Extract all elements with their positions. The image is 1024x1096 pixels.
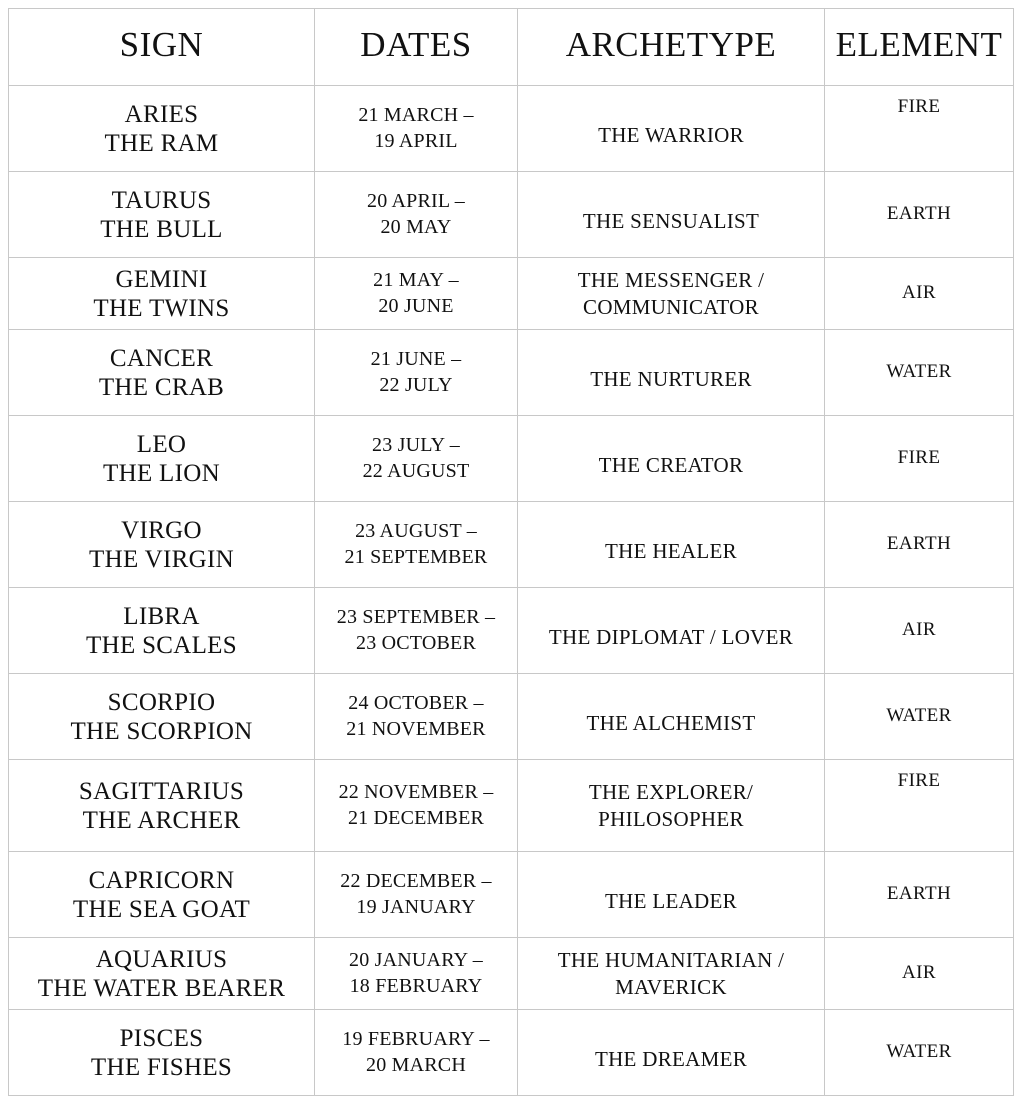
archetype-line: THE CREATOR <box>598 453 744 478</box>
cell-sign <box>9 172 315 258</box>
date-end: 21 SEPTEMBER <box>344 545 488 568</box>
date-end: 21 NOVEMBER <box>346 717 486 740</box>
sign-name: LIBRA <box>123 602 200 630</box>
column-header-archetype: ARCHETYPE <box>518 9 825 86</box>
date-end: 22 AUGUST <box>362 459 470 482</box>
cell-archetype <box>518 674 825 760</box>
date-start: 23 SEPTEMBER – <box>336 605 496 628</box>
sign-title: THE CRAB <box>98 373 225 401</box>
cell-sign <box>9 1010 315 1096</box>
archetype-line: THE MESSENGER / <box>577 268 765 293</box>
archetype-line: THE LEADER <box>605 889 737 914</box>
cell-archetype <box>518 416 825 502</box>
sign-title: THE SCORPION <box>70 717 253 745</box>
sign-title: THE SCALES <box>86 631 237 659</box>
date-end: 20 MARCH <box>366 1053 466 1076</box>
sign-name: CAPRICORN <box>88 866 235 894</box>
cell-element: EARTH <box>825 502 1014 588</box>
sign-name: AQUARIUS <box>95 945 228 973</box>
archetype-line: THE HUMANITARIAN / <box>557 948 785 973</box>
cell-sign <box>9 588 315 674</box>
sign-title: THE RAM <box>104 129 219 157</box>
sign-title: THE WATER BEARER <box>37 974 286 1002</box>
cell-archetype <box>518 330 825 416</box>
column-header-sign: SIGN <box>9 9 315 86</box>
cell-sign <box>9 330 315 416</box>
date-end: 21 DECEMBER <box>347 806 485 829</box>
table-row <box>9 1010 1014 1096</box>
cell-sign <box>9 938 315 1010</box>
cell-element: AIR <box>825 588 1014 674</box>
cell-sign <box>9 86 315 172</box>
cell-sign <box>9 760 315 852</box>
column-header-dates: DATES <box>315 9 518 86</box>
sign-name: LEO <box>136 430 187 458</box>
cell-sign <box>9 416 315 502</box>
cell-element: EARTH <box>825 172 1014 258</box>
date-start: 23 JULY – <box>372 433 460 456</box>
cell-sign <box>9 258 315 330</box>
date-start: 21 MARCH – <box>358 103 474 126</box>
date-end: 23 OCTOBER <box>356 631 476 654</box>
archetype-line: THE SENSUALIST <box>582 209 760 234</box>
date-start: 21 MAY – <box>373 268 459 291</box>
cell-element: FIRE <box>825 86 1014 172</box>
sign-title: THE BULL <box>100 215 223 243</box>
date-start: 21 JUNE – <box>370 347 462 370</box>
sign-title: THE TWINS <box>93 294 230 322</box>
date-start: 22 DECEMBER – <box>340 869 492 892</box>
cell-sign <box>9 852 315 938</box>
archetype-line: THE WARRIOR <box>598 123 744 148</box>
cell-dates <box>315 1010 518 1096</box>
cell-archetype <box>518 852 825 938</box>
cell-dates <box>315 852 518 938</box>
archetype-line: THE DREAMER <box>594 1047 748 1072</box>
cell-element: FIRE <box>825 416 1014 502</box>
cell-dates <box>315 588 518 674</box>
sign-name: PISCES <box>119 1024 204 1052</box>
cell-dates <box>315 938 518 1010</box>
sign-title: THE FISHES <box>90 1053 233 1081</box>
table-row <box>9 588 1014 674</box>
date-start: 23 AUGUST – <box>355 519 477 542</box>
cell-dates <box>315 258 518 330</box>
table-body <box>9 86 1014 1096</box>
table-row <box>9 258 1014 330</box>
archetype-line: COMMUNICATOR <box>583 294 759 319</box>
cell-archetype <box>518 502 825 588</box>
archetype-line: THE DIPLOMAT / LOVER <box>548 625 794 650</box>
table-row <box>9 852 1014 938</box>
date-end: 20 MAY <box>380 215 452 238</box>
archetype-line: THE EXPLORER/ <box>588 780 754 805</box>
sign-title: THE SEA GOAT <box>72 895 251 923</box>
sign-name: CANCER <box>109 344 214 372</box>
cell-element: FIRE <box>825 760 1014 852</box>
table-row <box>9 86 1014 172</box>
cell-element: WATER <box>825 674 1014 760</box>
archetype-line: MAVERICK <box>615 974 727 999</box>
cell-element: EARTH <box>825 852 1014 938</box>
cell-archetype <box>518 258 825 330</box>
archetype-line: PHILOSOPHER <box>598 806 744 831</box>
archetype-line: THE NURTURER <box>590 367 752 392</box>
date-start: 24 OCTOBER – <box>348 691 484 714</box>
sign-name: VIRGO <box>121 516 202 544</box>
table-row <box>9 760 1014 852</box>
table-row <box>9 416 1014 502</box>
cell-dates <box>315 172 518 258</box>
sign-name: GEMINI <box>115 265 208 293</box>
sign-name: SAGITTARIUS <box>78 777 245 805</box>
cell-archetype <box>518 938 825 1010</box>
cell-archetype <box>518 86 825 172</box>
date-start: 19 FEBRUARY – <box>342 1027 490 1050</box>
table-header <box>9 9 1014 86</box>
cell-element: AIR <box>825 938 1014 1010</box>
cell-sign <box>9 502 315 588</box>
column-header-element: ELEMENT <box>825 9 1014 86</box>
cell-dates <box>315 86 518 172</box>
date-end: 19 JANUARY <box>356 895 476 918</box>
sign-name: SCORPIO <box>107 688 216 716</box>
cell-dates <box>315 674 518 760</box>
sign-name: TAURUS <box>111 186 212 214</box>
table-row <box>9 674 1014 760</box>
sign-title: THE LION <box>103 459 220 487</box>
zodiac-table-container <box>8 8 1013 1081</box>
date-start: 22 NOVEMBER – <box>338 780 494 803</box>
cell-dates <box>315 760 518 852</box>
date-end: 22 JULY <box>379 373 453 396</box>
date-end: 19 APRIL <box>374 129 458 152</box>
archetype-line: THE ALCHEMIST <box>586 711 756 736</box>
date-start: 20 JANUARY – <box>349 948 483 971</box>
sign-title: THE ARCHER <box>82 806 241 834</box>
table-row <box>9 172 1014 258</box>
zodiac-signs-table <box>8 8 1014 1096</box>
cell-sign <box>9 674 315 760</box>
cell-archetype <box>518 760 825 852</box>
cell-archetype <box>518 172 825 258</box>
cell-dates <box>315 502 518 588</box>
cell-element: AIR <box>825 258 1014 330</box>
date-end: 20 JUNE <box>378 294 454 317</box>
cell-element: WATER <box>825 1010 1014 1096</box>
cell-dates <box>315 416 518 502</box>
sign-name: ARIES <box>124 100 199 128</box>
cell-archetype <box>518 588 825 674</box>
table-header-row <box>9 9 1014 86</box>
cell-element: WATER <box>825 330 1014 416</box>
cell-archetype <box>518 1010 825 1096</box>
sign-title: THE VIRGIN <box>89 545 234 573</box>
cell-dates <box>315 330 518 416</box>
table-row <box>9 938 1014 1010</box>
table-row <box>9 330 1014 416</box>
table-row <box>9 502 1014 588</box>
date-start: 20 APRIL – <box>367 189 465 212</box>
date-end: 18 FEBRUARY <box>349 974 483 997</box>
archetype-line: THE HEALER <box>605 539 737 564</box>
